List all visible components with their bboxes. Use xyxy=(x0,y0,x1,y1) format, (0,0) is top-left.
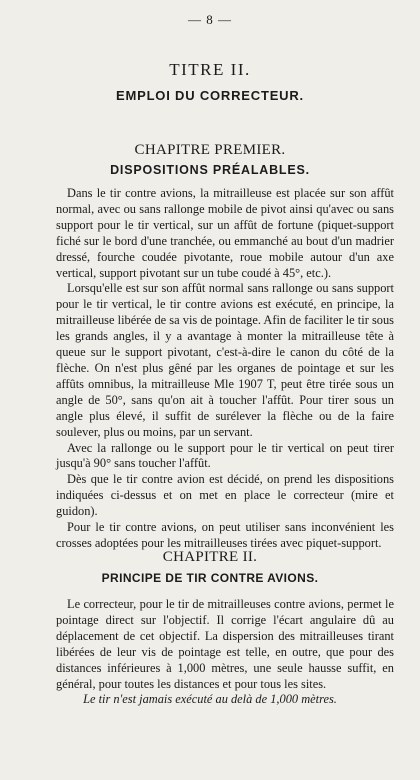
titre-heading: TITRE II. xyxy=(169,60,251,79)
paragraph: Avec la rallonge ou le support pour le tir vertical on peut tirer jusqu'à 90° sans toucher l'affût. xyxy=(56,440,394,471)
chapter-2-body xyxy=(56,597,394,692)
chapter-2-title: CHAPITRE II. xyxy=(162,549,258,565)
paragraph: Pour le tir contre avions, on peut utiliser sans inconvénient les crosses adoptées pour les mitrailleuses tirées avec piquet-support. xyxy=(56,520,394,550)
chapter-1-title: CHAPITRE PREMIER. xyxy=(134,142,286,158)
final-note: Le tir n'est jamais exécuté au delà de 1,000 mètres. xyxy=(83,692,337,706)
paragraph: Dès que le tir contre avion est décidé, on prend les dispositions indiquées ci-dessus et on met en place le correcteur (mire et guidon). xyxy=(56,472,394,519)
titre-subheading: EMPLOI DU CORRECTEUR. xyxy=(116,88,304,103)
paragraph: Le correcteur, pour le tir de mitrailleuses contre avions, permet le pointage direct sur l'objectif. Il corrige l'écart angulaire dû au déplacement de cet objectif. La dispersion des mitrailleuses tirant libérées de leur vis de pointage est telle, en outre, que pour des distances inférieures à 1,000 mètres, une seule hausse suffit, en général, pour toutes les distances et pour tous les sites. xyxy=(56,597,394,691)
page-number: — 8 — xyxy=(188,12,232,27)
chapter-2-subtitle: PRINCIPE DE TIR CONTRE AVIONS. xyxy=(101,571,319,585)
paragraph: Dans le tir contre avions, la mitrailleuse est placée sur son affût normal, avec ou sans rallonge mobile de pivot ainsi qu'avec ou sans support pour le tir vertical, sur un affût de fortune (piquet-support fiché sur le bord d'une tranchée, ou emmanché au bout d'un madrier dressé, fourche coudée pivotante, roue mobile autour d'un axe vertical, support pivotant sur un tube coudé à 45°, etc.). xyxy=(56,186,394,280)
chapter-1-subtitle: DISPOSITIONS PRÉALABLES. xyxy=(110,163,310,177)
paragraph: Lorsqu'elle est sur son affût normal sans rallonge ou sans support pour le tir vertical, le tir contre avions est exécuté, en principe, la mitrailleuse libérée de sa vis de pointage. Afin de faciliter le tir sous les grands angles, il y a avantage à monter la mitrailleuse tête à queue sur le support pivotant, c'est-à-dire le canon du côté de la flèche. On n'est plus gêné par les organes de pointage et sur les affûts omnibus, la mitrailleuse Mle 1907 T, peut être tirée sous un angle de 50°, sans qu'on ait à toucher l'affût. Pour tirer sous un angle plus élevé, il suffit de surélever la flèche ou de la faire soulever, plus ou moins, par un servant. xyxy=(56,281,394,439)
chapter-1-body xyxy=(56,186,394,552)
